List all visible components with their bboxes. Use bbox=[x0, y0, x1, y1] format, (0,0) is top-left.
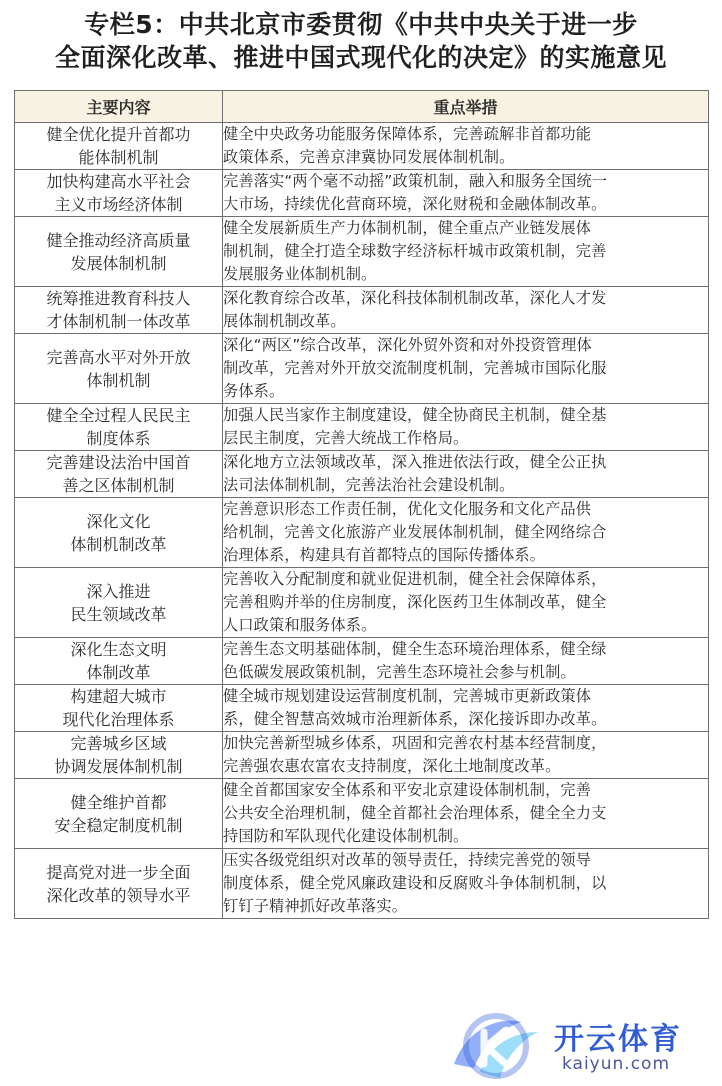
watermark-brand-name: 开云体育 bbox=[554, 1022, 682, 1057]
key-measures-line: 人口政策和服务体系。 bbox=[223, 616, 377, 634]
key-measures-line: 深化“两区”综合改革，深化外贸外资和对外投资管理体 bbox=[223, 336, 592, 354]
key-measures-line: 深化教育综合改革，深化科技体制机制改革，深化人才发 bbox=[223, 289, 607, 307]
main-content-line: 才体制机制一体改革 bbox=[46, 312, 191, 331]
key-measures-line: 持国防和军队现代化建设体制机制。 bbox=[223, 827, 469, 845]
row-main-content bbox=[15, 498, 223, 568]
key-measures-line: 健全城市规划建设运营制度机制，完善城市更新政策体 bbox=[223, 687, 592, 705]
header-main-content: 主要内容 bbox=[15, 91, 223, 123]
table-body bbox=[15, 123, 709, 919]
row-key-measures bbox=[223, 498, 709, 568]
main-content-line: 体制机制改革 bbox=[70, 534, 167, 554]
table-row bbox=[15, 217, 709, 287]
key-measures-line: 务体系。 bbox=[223, 382, 285, 400]
row-key-measures bbox=[223, 451, 709, 498]
title-line-1: 专栏5：中共北京市委贯彻《中共中央关于进一步 bbox=[84, 10, 638, 39]
row-main-content bbox=[15, 217, 223, 287]
header-key-measures: 重点举措 bbox=[223, 91, 709, 123]
main-content-line: 善之区体制机制 bbox=[62, 476, 175, 495]
watermark bbox=[436, 1002, 722, 1086]
key-measures-line: 发展服务业体制机制。 bbox=[223, 265, 377, 283]
row-main-content bbox=[15, 638, 223, 685]
key-measures-line: 完善落实“两个毫不动摇”政策机制，融入和服务全国统一 bbox=[223, 172, 608, 190]
main-content-line: 现代化治理体系 bbox=[62, 710, 175, 729]
key-measures-line: 完善强农惠农富农支持制度，深化土地制度改革。 bbox=[223, 757, 561, 775]
row-key-measures bbox=[223, 638, 709, 685]
key-measures-line: 给机制，完善文化旅游产业发展体制机制，健全网络综合 bbox=[223, 523, 607, 541]
table-row bbox=[15, 123, 709, 170]
row-key-measures bbox=[223, 334, 709, 404]
key-measures-line: 钉钉子精神抓好改革落实。 bbox=[223, 897, 408, 915]
row-key-measures bbox=[223, 779, 709, 849]
row-main-content bbox=[15, 568, 223, 638]
key-measures-line: 色低碳发展政策机制，完善生态环境社会参与机制。 bbox=[223, 663, 576, 681]
key-measures-line: 政策体系，完善京津冀协同发展体制机制。 bbox=[223, 148, 515, 166]
row-main-content bbox=[15, 849, 223, 919]
row-key-measures bbox=[223, 217, 709, 287]
key-measures-line: 加快完善新型城乡体系，巩固和完善农村基本经营制度， bbox=[223, 734, 607, 752]
main-content-line: 协调发展体制机制 bbox=[54, 757, 183, 776]
row-main-content bbox=[15, 404, 223, 451]
main-content-line: 健全推动经济高质量 bbox=[46, 230, 191, 250]
main-content-line: 民生领域改革 bbox=[70, 604, 167, 624]
title-line-2: 全面深化改革、推进中国式现代化的决定》的实施意见 bbox=[54, 43, 667, 72]
table-row bbox=[15, 849, 709, 919]
key-measures-line: 制机制，健全打造全球数字经济标杆城市政策机制，完善 bbox=[223, 242, 607, 260]
main-content-line: 主义市场经济体制 bbox=[54, 195, 183, 214]
main-content-line: 健全维护首都 bbox=[70, 792, 167, 812]
key-measures-line: 制度体系，健全党风廉政建设和反腐败斗争体制机制，以 bbox=[223, 874, 607, 892]
row-key-measures bbox=[223, 170, 709, 217]
key-measures-line: 完善生态文明基础体制，健全生态环境治理体系，健全绿 bbox=[223, 640, 607, 658]
main-content-line: 提高党对进一步全面 bbox=[46, 862, 191, 882]
table-row bbox=[15, 404, 709, 451]
key-measures-line: 完善意识形态工作责任制，优化文化服务和文化产品供 bbox=[223, 500, 592, 518]
row-main-content bbox=[15, 732, 223, 779]
row-key-measures bbox=[223, 404, 709, 451]
key-measures-line: 加强人民当家作主制度建设，健全协商民主机制，健全基 bbox=[223, 406, 607, 424]
main-content-line: 体制机制 bbox=[86, 370, 151, 390]
table-row bbox=[15, 568, 709, 638]
main-content-line: 加快构建高水平社会 bbox=[46, 172, 191, 191]
key-measures-line: 健全发展新质生产力体制机制，健全重点产业链发展体 bbox=[223, 219, 592, 237]
key-measures-line: 公共安全治理机制，健全首都社会治理体系，健全全力支 bbox=[223, 804, 607, 822]
key-measures-line: 完善租购并举的住房制度，深化医药卫生体制改革，健全 bbox=[223, 593, 607, 611]
row-key-measures bbox=[223, 849, 709, 919]
key-measures-line: 系，健全智慧高效城市治理新体系，深化接诉即办改革。 bbox=[223, 710, 607, 728]
main-content-line: 深入推进 bbox=[86, 581, 151, 601]
row-main-content bbox=[15, 287, 223, 334]
table-row bbox=[15, 287, 709, 334]
row-main-content bbox=[15, 779, 223, 849]
row-key-measures bbox=[223, 287, 709, 334]
row-key-measures bbox=[223, 685, 709, 732]
row-main-content bbox=[15, 123, 223, 170]
row-main-content bbox=[15, 334, 223, 404]
key-measures-line: 压实各级党组织对改革的领导责任，持续完善党的领导 bbox=[223, 851, 592, 869]
main-content-line: 体制改革 bbox=[86, 663, 151, 682]
row-main-content bbox=[15, 170, 223, 217]
main-content-line: 制度体系 bbox=[86, 429, 151, 448]
row-key-measures bbox=[223, 123, 709, 170]
key-measures-line: 制改革，完善对外开放交流制度机制，完善城市国际化服 bbox=[223, 359, 607, 377]
table-row bbox=[15, 638, 709, 685]
page-title bbox=[0, 8, 722, 74]
row-key-measures bbox=[223, 732, 709, 779]
main-content-line: 深化文化 bbox=[86, 511, 151, 531]
main-content-line: 完善高水平对外开放 bbox=[46, 347, 191, 367]
key-measures-line: 法司法体制机制，完善法治社会建设机制。 bbox=[223, 476, 515, 494]
measures-table bbox=[14, 90, 709, 919]
table-row bbox=[15, 779, 709, 849]
row-main-content bbox=[15, 685, 223, 732]
main-content-line: 能体制机制 bbox=[78, 148, 159, 167]
main-content-line: 统筹推进教育科技人 bbox=[46, 289, 191, 308]
main-content-line: 健全全过程人民民主 bbox=[46, 406, 191, 425]
table-row bbox=[15, 451, 709, 498]
key-measures-line: 完善收入分配制度和就业促进机制，健全社会保障体系， bbox=[223, 570, 607, 588]
key-measures-line: 深化地方立法领域改革，深入推进依法行政，健全公正执 bbox=[223, 453, 607, 471]
table-row bbox=[15, 732, 709, 779]
main-content-line: 发展体制机制 bbox=[70, 253, 167, 273]
table-row bbox=[15, 498, 709, 568]
row-key-measures bbox=[223, 568, 709, 638]
brand-logo-icon bbox=[436, 1002, 556, 1086]
main-content-line: 深化生态文明 bbox=[70, 640, 167, 659]
main-content-line: 完善建设法治中国首 bbox=[46, 453, 191, 472]
key-measures-line: 健全中央政务功能服务保障体系，完善疏解非首都功能 bbox=[223, 125, 592, 143]
row-main-content bbox=[15, 451, 223, 498]
main-content-line: 构建超大城市 bbox=[70, 687, 167, 706]
main-content-line: 健全优化提升首都功 bbox=[46, 125, 191, 144]
key-measures-line: 治理体系，构建具有首都特点的国际传播体系。 bbox=[223, 546, 546, 564]
main-content-line: 完善城乡区域 bbox=[70, 734, 167, 753]
table-row bbox=[15, 170, 709, 217]
key-measures-line: 展体制机制改革。 bbox=[223, 312, 346, 330]
table-row bbox=[15, 685, 709, 732]
table-header-row bbox=[15, 91, 709, 123]
key-measures-line: 健全首都国家安全体系和平安北京建设体制机制，完善 bbox=[223, 781, 592, 799]
main-content-line: 安全稳定制度机制 bbox=[54, 815, 183, 835]
main-content-line: 深化改革的领导水平 bbox=[46, 885, 191, 905]
table-row bbox=[15, 334, 709, 404]
key-measures-line: 大市场，持续优化营商环境，深化财税和金融体制改革。 bbox=[223, 195, 607, 213]
watermark-url: kaiyun.com bbox=[562, 1054, 671, 1074]
key-measures-line: 层民主制度，完善大统战工作格局。 bbox=[223, 429, 469, 447]
